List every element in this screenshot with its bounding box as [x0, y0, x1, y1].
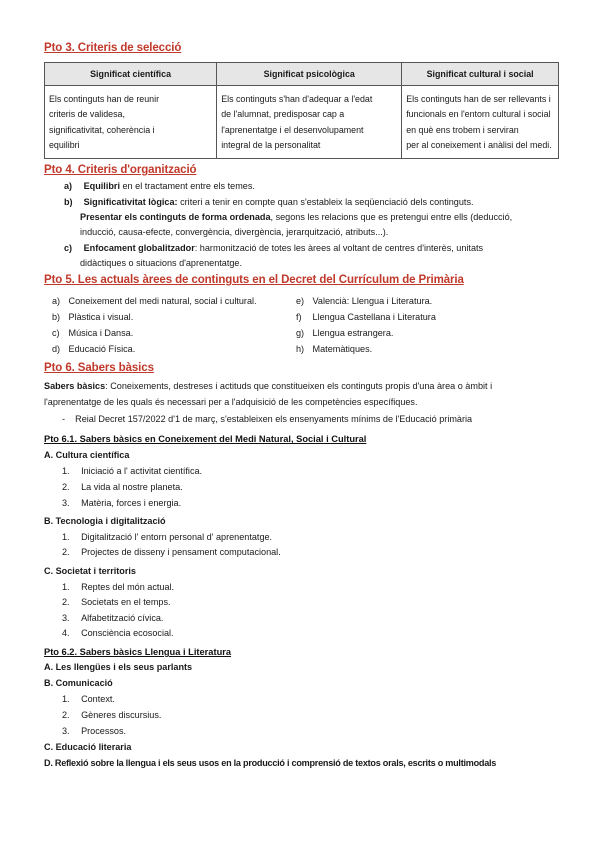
list-item: b) Plàstica i visual.	[52, 312, 134, 322]
list-item: 3. Processos.	[62, 726, 127, 736]
pto62-heading: Pto 6.2. Sabers bàsics Llengua i Literatura	[44, 647, 232, 657]
table-cell: Els continguts han de reunir criteris de validesa, significativitat, coherència i equilibri	[45, 86, 217, 159]
list-item: 1. Digitalització l' entorn personal d' aprenentatge.	[62, 532, 273, 542]
pto61-heading: Pto 6.1. Sabers bàsics en Coneixement del Medi Natural, Social i Cultural	[44, 434, 367, 444]
list-item: 3. Matèria, forces i energia.	[62, 498, 182, 508]
block-title: D. Reflexió sobre la llengua i els seus usos en la producció i comprensió de textos orals, escrits o multimodals	[44, 758, 497, 768]
table-header: Significat cultural i social	[402, 63, 559, 86]
pto4-heading: Pto 4. Criteris d'organització	[44, 164, 197, 176]
list-item: Presentar els continguts de forma ordenada, segons les relacions que es pretengui entre ells (deducció,	[80, 212, 513, 222]
list-item: inducció, causa-efecte, convergència, divergència, jerarquització, atributs...).	[80, 227, 389, 237]
list-item: 1. Reptes del món actual.	[62, 582, 175, 592]
decree-bullet: - Reial Decret 157/2022 d'1 de març, s'estableixen els ensenyaments mínims de l'Educació primària	[62, 414, 473, 424]
criteria-table	[44, 62, 559, 159]
list-item: 4. Consciència ecosocial.	[62, 628, 174, 638]
list-item: h) Matemàtiques.	[296, 344, 373, 354]
block-title: A. Cultura científica	[44, 450, 130, 460]
block-title: B. Comunicació	[44, 678, 113, 688]
block-title: C. Educació literaria	[44, 742, 132, 752]
table-header: Significat psicològica	[217, 63, 402, 86]
list-item: 2. Projectes de disseny i pensament computacional.	[62, 547, 281, 557]
definition-cont: l'aprenentatge de les quals és necessari per a l'adquisició de les competències específiques.	[44, 397, 418, 407]
pto6-heading: Pto 6. Sabers bàsics	[44, 362, 154, 374]
pto3-heading: Pto 3. Criteris de selecció	[44, 42, 182, 54]
list-item: b) Significativitat lògica: criteri a tenir en compte quan s'estableix la seqüenciació dels continguts.	[64, 197, 474, 207]
block-title: C. Societat i territoris	[44, 566, 136, 576]
list-item: a) Equilibri en el tractament entre els temes.	[64, 181, 255, 191]
list-item: 2. Societats en el temps.	[62, 597, 171, 607]
table-cell: Els continguts han de ser rellevants i funcionals en l'entorn cultural i social en què ens trobem i serviran per al coneixement i anàlisi del medi.	[402, 86, 559, 159]
list-item: a) Coneixement del medi natural, social i cultural.	[52, 296, 257, 306]
list-item: e) Valencià: Llengua i Literatura.	[296, 296, 433, 306]
list-item: 1. Iniciació a l' activitat científica.	[62, 466, 203, 476]
block-title: B. Tecnologia i digitalització	[44, 516, 166, 526]
list-item: 3. Alfabetització cívica.	[62, 613, 164, 623]
definition: Sabers bàsics: Coneixements, destreses i actituds que constitueixen els continguts propis d'una àrea o àmbit i	[44, 381, 493, 391]
list-item: 2. La vida al nostre planeta.	[62, 482, 183, 492]
block-title: A. Les llengües i els seus parlants	[44, 662, 193, 672]
list-item: g) Llengua estrangera.	[296, 328, 394, 338]
table-header: Significat científica	[45, 63, 217, 86]
list-item: c) Enfocament globalitzador: harmonització de totes les àrees al voltant de centres d'interès, unitats	[64, 243, 484, 253]
pto5-heading: Pto 5. Les actuals àrees de continguts en el Decret del Currículum de Primària	[44, 274, 464, 286]
list-item: d) Educació Física.	[52, 344, 136, 354]
list-item: 1. Context.	[62, 694, 115, 704]
list-item: c) Música i Dansa.	[52, 328, 134, 338]
list-item: didàctiques o situacions d'aprenentatge.	[80, 258, 243, 268]
table-cell: Els continguts s'han d'adequar a l'edat de l'alumnat, predisposar cap a l'aprenentatge i el desenvolupament integral de la personalitat	[217, 86, 402, 159]
list-item: f) Llengua Castellana i Literatura	[296, 312, 436, 322]
list-item: 2. Gèneres discursius.	[62, 710, 162, 720]
